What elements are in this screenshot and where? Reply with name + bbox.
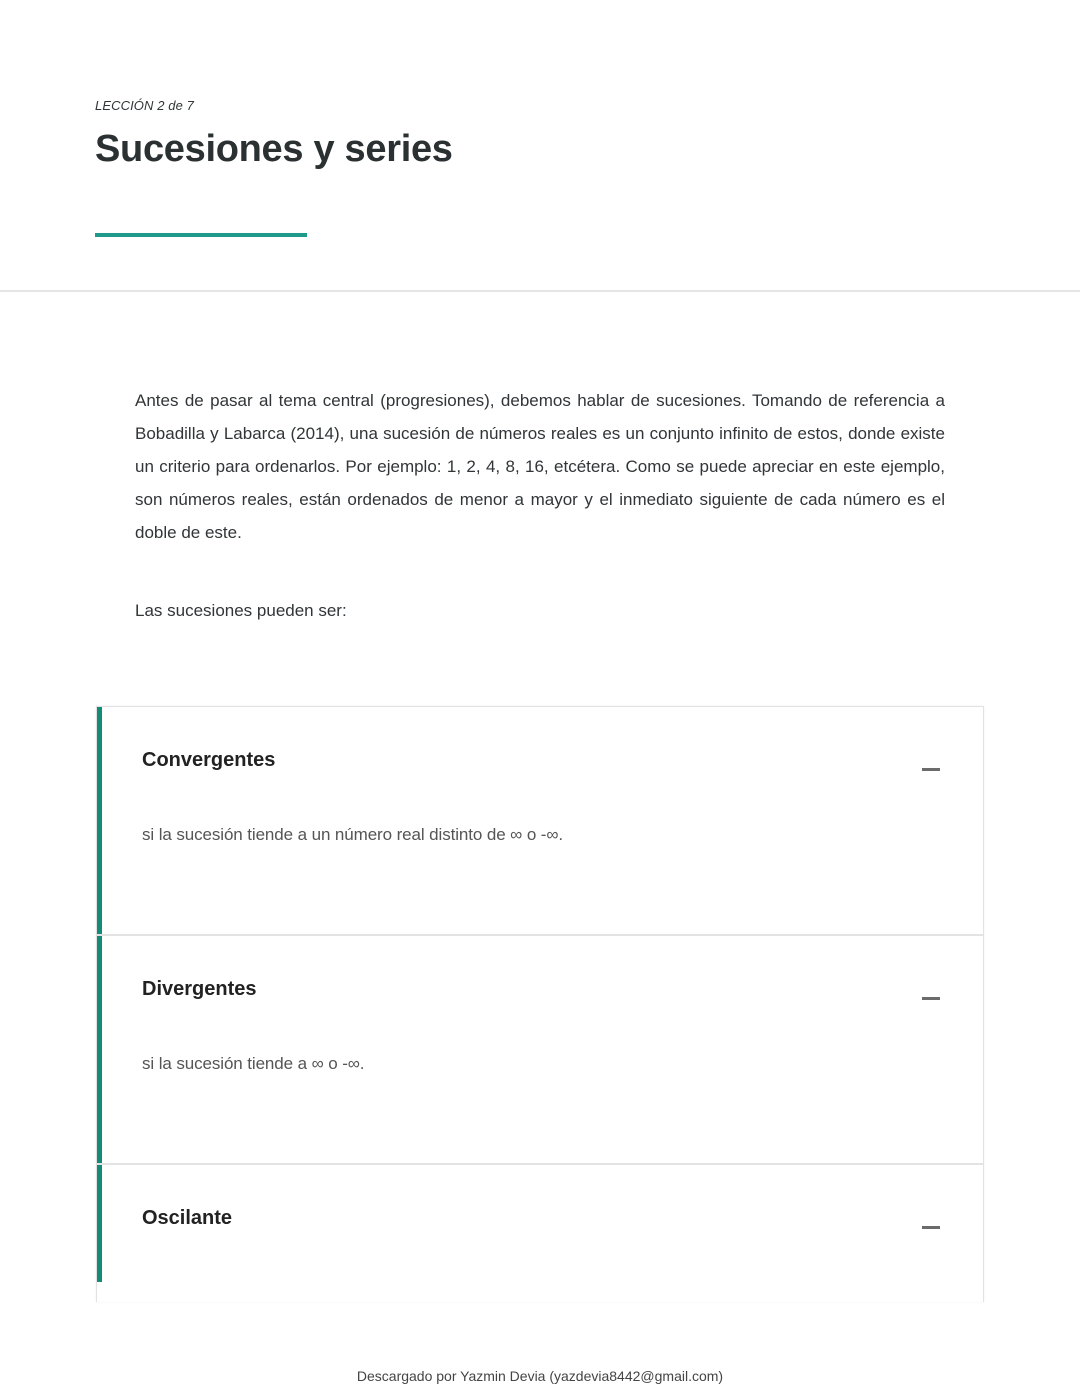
lesson-counter: LECCIÓN 2 de 7 <box>95 98 194 113</box>
accordion-item-title[interactable]: Convergentes <box>142 749 276 771</box>
intro-paragraph: Antes de pasar al tema central (progresiones), debemos hablar de sucesiones. Tomando de referencia a Bobadilla y Labarca (2014), una sucesión de números reales es un conjunto infinito de estos, donde existe un criterio para ordenarlos. Por ejemplo: 1, 2, 4, 8, 16, etcétera. Como se puede apreciar en este ejemplo, son números reales, están ordenados de menor a mayor y el inmediato siguiente de cada número es el doble de este. <box>135 391 945 542</box>
download-footer: Descargado por Yazmin Devia (yazdevia8442@gmail.com) <box>356 1368 724 1384</box>
title-underline <box>95 233 307 237</box>
minus-icon <box>922 768 940 771</box>
accordion-item-divergentes <box>97 936 983 1165</box>
accordion-accent-bar <box>96 1165 102 1282</box>
accordion-item-oscilante <box>97 1165 983 1302</box>
collapse-toggle-button[interactable] <box>922 1223 940 1233</box>
lesson-header <box>0 0 1080 292</box>
accordion-item-body: si la sucesión tiende a ∞ o -∞. <box>142 1054 365 1073</box>
minus-icon <box>922 1226 940 1229</box>
accordion-item-body: si la sucesión tiende a un número real distinto de ∞ o -∞. <box>142 825 564 844</box>
collapse-toggle-button[interactable] <box>922 994 940 1004</box>
accordion-item-title[interactable]: Divergentes <box>142 978 257 1000</box>
accordion-accent-bar <box>96 707 102 934</box>
minus-icon <box>922 997 940 1000</box>
accordion-item-title[interactable]: Oscilante <box>142 1207 233 1229</box>
accordion <box>96 706 984 1302</box>
accordion-item-convergentes <box>97 707 983 936</box>
collapse-toggle-button[interactable] <box>922 765 940 775</box>
accordion-accent-bar <box>96 936 102 1163</box>
lead-paragraph: Las sucesiones pueden ser: <box>135 601 347 620</box>
lesson-title: Sucesiones y series <box>95 128 453 170</box>
